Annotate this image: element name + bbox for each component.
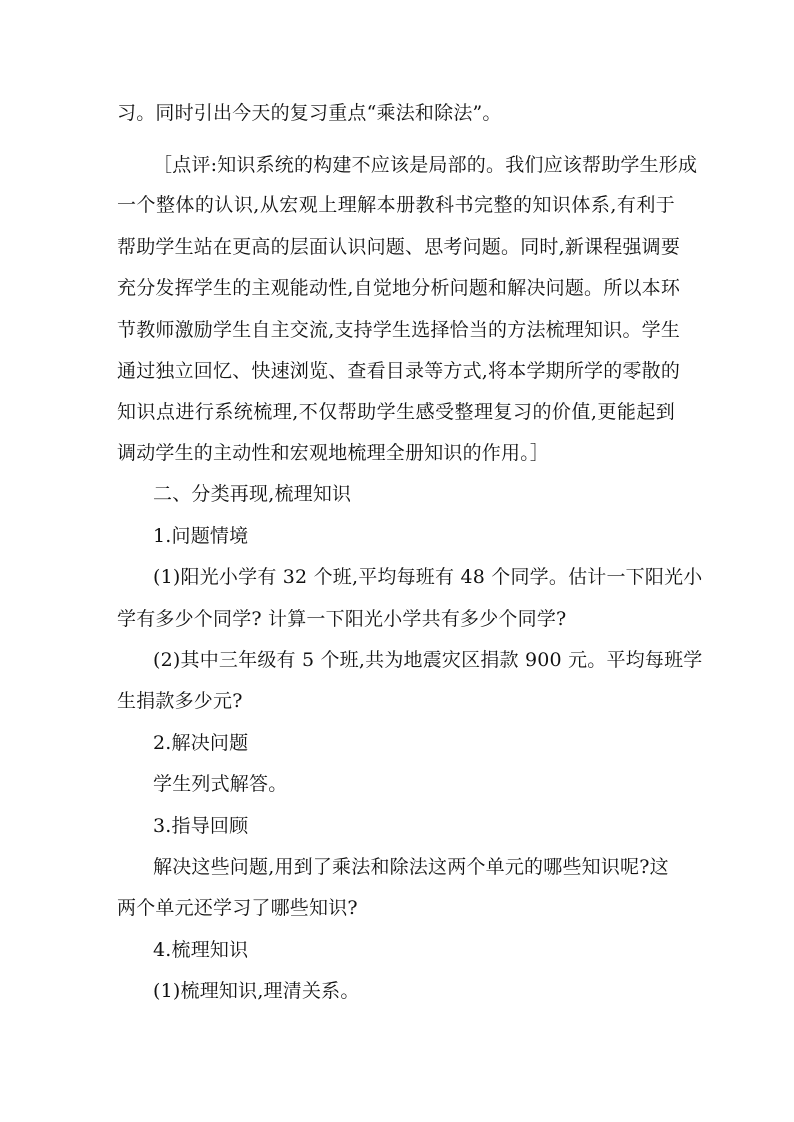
paragraph-text: 学生列式解答。 — [153, 773, 288, 795]
paragraph-text: 解决这些问题,用到了乘法和除法这两个单元的哪些知识呢?这 — [153, 856, 669, 878]
subsection-heading: 4.梳理知识 — [153, 939, 249, 961]
subsection-heading: 2.解决问题 — [153, 732, 249, 754]
problem-2-line: 生捐款多少元? — [117, 690, 243, 712]
comment-paragraph-line: 一个整体的认识,从宏观上理解本册教科书完整的知识体系,有利于 — [117, 194, 675, 216]
comment-paragraph-line: 帮助学生站在更高的层面认识问题、思考问题。同时,新课程强调要 — [117, 236, 681, 258]
problem-1-line: (1)阳光小学有 32 个班,平均每班有 48 个同学。估计一下阳光小 — [153, 566, 703, 588]
comment-paragraph-line: 节教师激励学生自主交流,支持学生选择恰当的方法梳理知识。学生 — [117, 319, 681, 341]
comment-paragraph-line: 知识点进行系统梳理,不仅帮助学生感受整理复习的价值,更能起到 — [117, 401, 675, 423]
paragraph-continuation: 习。同时引出今天的复习重点“乘法和除法”。 — [117, 102, 502, 124]
comment-paragraph-line: 通过独立回忆、快速浏览、查看目录等方式,将本学期所学的零散的 — [117, 360, 681, 382]
comment-paragraph-line: 调动学生的主动性和宏观地梳理全册知识的作用。］ — [117, 442, 550, 464]
comment-paragraph-line: ［点评:知识系统的构建不应该是局部的。我们应该帮助学生形成 — [153, 154, 698, 176]
subsection-heading: 1.问题情境 — [153, 525, 249, 547]
section-heading: 二、分类再现,梳理知识 — [153, 483, 352, 505]
problem-1-line: 学有多少个同学? 计算一下阳光小学共有多少个同学? — [117, 608, 567, 630]
problem-2-line: (2)其中三年级有 5 个班,共为地震灾区捐款 900 元。平均每班学 — [153, 649, 703, 671]
paragraph-text: (1)梳理知识,理清关系。 — [153, 980, 360, 1002]
comment-paragraph-line: 充分发挥学生的主观能动性,自觉地分析问题和解决问题。所以本环 — [117, 277, 681, 299]
subsection-heading: 3.指导回顾 — [153, 815, 249, 837]
paragraph-text: 两个单元还学习了哪些知识? — [117, 897, 358, 919]
